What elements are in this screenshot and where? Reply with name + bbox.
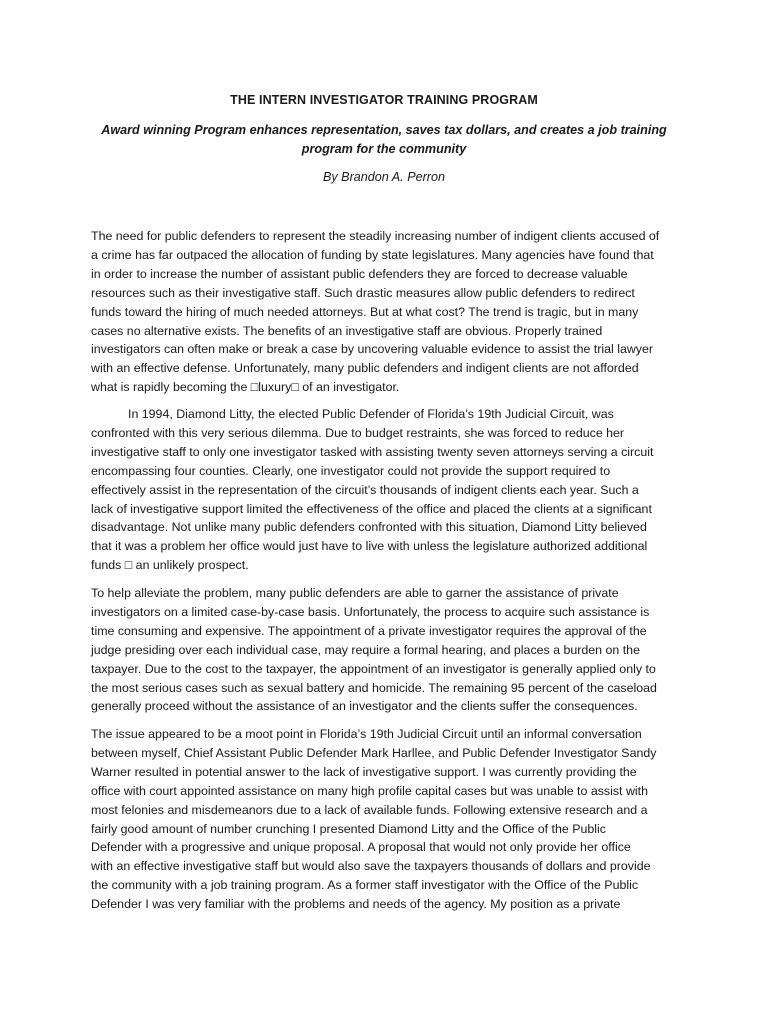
text-line: most felonies and misdemeanors due to a lack of available funds. Following extensive research and a <box>91 802 648 817</box>
text-line: disadvantage. Not unlike many public defenders confronted with this situation, Diamond Litty believed <box>91 520 647 535</box>
text-line: the community with a job training program. As a former staff investigator with the Office of the Public <box>91 878 639 893</box>
text-line: taxpayer. Due to the cost to the taxpayer, the appointment of an investigator is generally applied only to <box>91 661 656 676</box>
document-title: THE INTERN INVESTIGATOR TRAINING PROGRAM <box>230 93 538 107</box>
author-byline: By Brandon A. Perron <box>322 170 446 184</box>
text-line: encompassing four counties. Clearly, one investigator could not provide the support required to <box>91 463 611 478</box>
text-line: a crime has far outpaced the allocation of funding by state legislatures. Many agencies have found that <box>91 247 654 262</box>
text-line: Defender I was very familiar with the problems and needs of the agency. My position as a private <box>91 897 621 912</box>
text-line: effectively assist in the representation of the circuit’s thousands of indigent clients each year. Such a <box>91 482 639 497</box>
document-subtitle <box>60 121 708 159</box>
text-line: the most serious cases such as sexual battery and homicide. The remaining 95 percent of the caseload <box>91 680 657 695</box>
text-line: in order to increase the number of assistant public defenders they are forced to decrease valuable <box>91 266 628 281</box>
text-line: The need for public defenders to represent the steadily increasing number of indigent clients accused of <box>91 229 660 243</box>
text-line: Defender with a progressive and unique proposal. A proposal that would not only provide her office <box>91 840 631 855</box>
text-line: office with court appointed assistance on many high profile capital cases but was unable to assist with <box>91 783 648 798</box>
text-line: that it was a problem her office would just have to live with unless the legislature authorized additional <box>91 539 648 554</box>
text-line: fairly good amount of number crunching I presented Diamond Litty and the Office of the Public <box>91 821 606 836</box>
text-line: what is rapidly becoming the □luxury□ of an investigator. <box>91 380 400 395</box>
subtitle-line: program for the community <box>301 142 467 156</box>
text-line: To help alleviate the problem, many public defenders are able to garner the assistance of private <box>91 586 619 600</box>
text-line: The issue appeared to be a moot point in Florida’s 19th Judicial Circuit until an informal conversation <box>91 727 642 741</box>
text-line: with an effective defense. Unfortunately, many public defenders and indigent clients are not afforded <box>91 361 639 376</box>
text-line: lack of investigative support limited the effectiveness of the office and placed the clients at a significant <box>91 501 652 516</box>
text-line: funds □ an unlikely prospect. <box>91 558 249 573</box>
text-line: time consuming and expensive. The appointment of a private investigator requires the approval of the <box>91 623 647 638</box>
subtitle-line: Award winning Program enhances representation, saves tax dollars, and creates a job training <box>101 123 667 137</box>
text-line: In 1994, Diamond Litty, the elected Public Defender of Florida’s 19th Judicial Circuit, was <box>128 407 614 421</box>
text-line: cases no alternative exists. The benefits of an investigative staff are obvious. Properly trained <box>91 323 603 338</box>
text-line: confronted with this very serious dilemma. Due to budget restraints, she was forced to reduce her <box>91 425 625 440</box>
text-line: judge presiding over each individual case, may require a formal hearing, and places a burden on the <box>91 642 640 657</box>
text-line: generally proceed without the assistance of an investigator and the clients suffer the consequences. <box>91 699 638 714</box>
paragraph <box>91 725 691 914</box>
paragraph <box>91 227 691 397</box>
paragraph <box>91 584 691 716</box>
text-line: between myself, Chief Assistant Public Defender Mark Harllee, and Public Defender Investigator Sandy <box>91 745 657 760</box>
text-line: investigators can often make or break a case by uncovering valuable evidence to assist the trial lawyer <box>91 342 654 357</box>
text-line: Warner resulted in potential answer to the lack of investigative support. I was currently providing the <box>91 764 637 779</box>
paragraph <box>91 405 691 575</box>
text-line: funds toward the hiring of much needed attorneys. But at what cost? The trend is tragic, but in many <box>91 304 639 319</box>
text-line: resources such as their investigative staff. Such drastic measures allow public defenders to redirect <box>91 285 635 300</box>
text-line: investigative staff to only one investigator tasked with assisting twenty seven attorneys serving a circuit <box>91 444 654 459</box>
text-line: with an effective investigative staff but would also save the taxpayers thousands of dollars and provide <box>91 859 651 874</box>
text-line: investigators on a limited case-by-case basis. Unfortunately, the process to acquire such assistance is <box>91 604 650 619</box>
